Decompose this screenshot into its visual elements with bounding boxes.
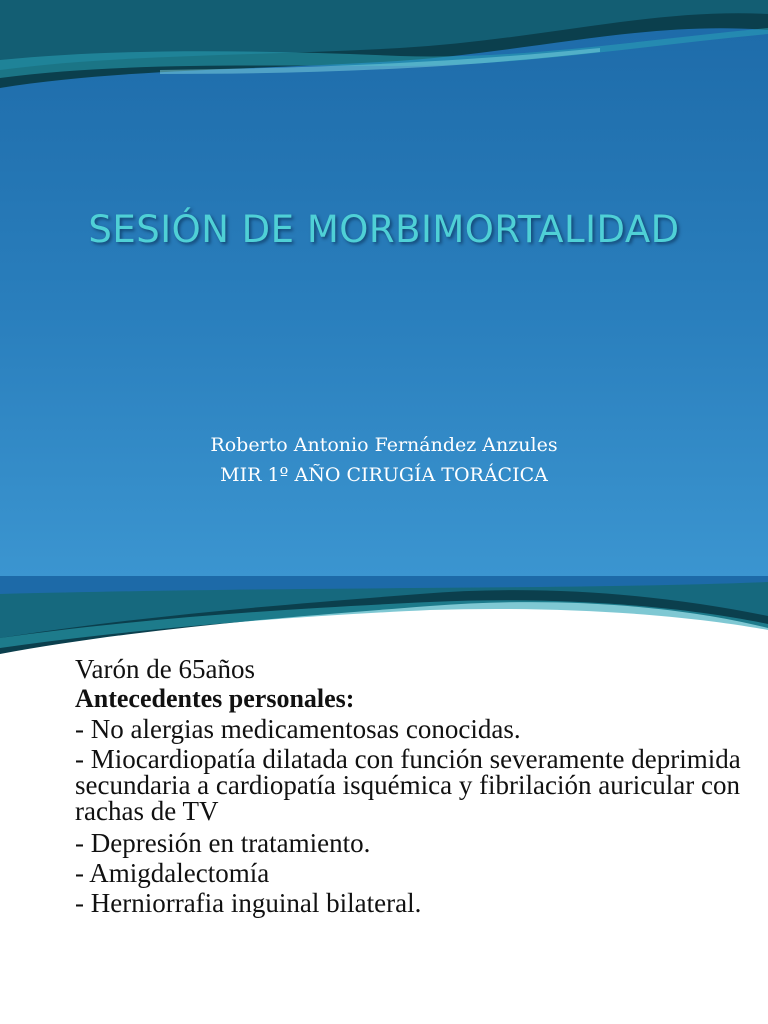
- author-name: Roberto Antonio Fernández Anzules: [210, 434, 558, 456]
- patient-intro: Varón de 65años: [75, 654, 255, 684]
- slide-title: SESIÓN DE MORBIMORTALIDAD: [88, 208, 680, 251]
- author-role: MIR 1º AÑO CIRUGÍA TORÁCICA: [220, 464, 548, 486]
- list-item: - No alergias medicamentosas conocidas.: [75, 714, 521, 744]
- list-item: - Depresión en tratamiento.: [75, 828, 371, 858]
- author-block: [0, 430, 768, 490]
- slide-content: [75, 654, 755, 918]
- wave-decoration-top: [0, 0, 768, 110]
- wave-decoration-bottom-slide: [0, 576, 768, 666]
- section-heading: Antecedentes personales:: [75, 684, 355, 713]
- list-item: - Herniorrafia inguinal bilateral.: [75, 888, 422, 918]
- content-slide: [0, 576, 768, 1024]
- list-item: - Miocardiopatía dilatada con función severamente deprimida secundaria a cardiopatía isquémica y fibrilación auricular con rachas de TV: [75, 744, 741, 826]
- list-item: - Amigdalectomía: [75, 858, 270, 888]
